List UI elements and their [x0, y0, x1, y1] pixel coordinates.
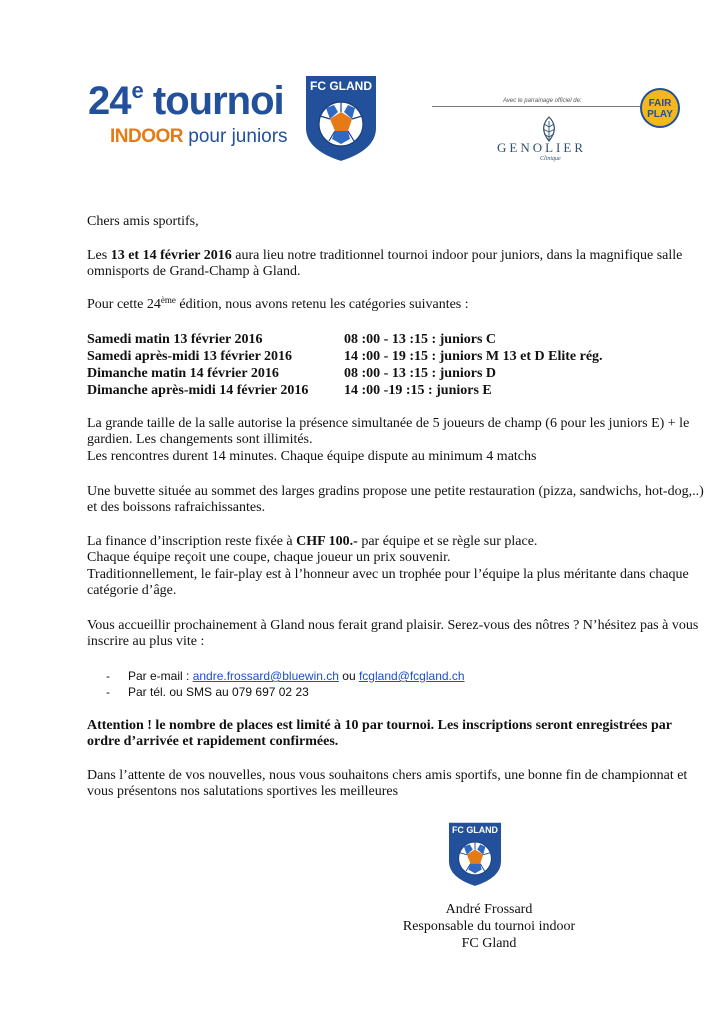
p5-after: par équipe et se règle sur place.	[357, 534, 538, 549]
edition-suffix: e	[131, 78, 143, 103]
email-or: ou	[338, 669, 359, 683]
sponsor-divider	[432, 106, 654, 107]
p5-before: La finance d’inscription reste fixée à	[87, 534, 297, 549]
paragraph-categories-intro	[87, 297, 707, 313]
p2-after: édition, nous avons retenu les catégories suivantes :	[175, 297, 469, 312]
schedule-day: Dimanche matin 14 février 2016	[87, 366, 279, 381]
paragraph-fee	[87, 534, 707, 550]
greeting: Chers amis sportifs,	[87, 214, 199, 229]
signature-club: FC Gland	[461, 936, 517, 951]
fc-gland-crest-logo	[446, 818, 504, 890]
paragraph-match-duration: Les rencontres durent 14 minutes. Chaque équipe dispute au minimum 4 matchs	[87, 449, 537, 464]
schedule-day: Samedi après-midi 13 février 2016	[87, 349, 293, 364]
tournament-title	[88, 70, 303, 160]
paragraph-rules: La grande taille de la salle autorise la présence simultanée de 5 joueurs de champ (6 pour les juniors E) + le gardien. Les changements sont illimités.	[87, 416, 690, 447]
crest-text: FC GLAND	[310, 79, 372, 93]
schedule-time: 14 :00 - 19 :15 : juniors M 13 et D Elite rég.	[344, 349, 603, 364]
email-prefix: Par e-mail :	[128, 669, 193, 683]
fc-gland-crest-logo	[302, 72, 380, 164]
bullet-dash: -	[106, 669, 110, 683]
schedule-time: 14 :00 -19 :15 : juniors E	[344, 383, 492, 398]
paragraph-invitation: Vous accueillir prochainement à Gland nous ferait grand plaisir. Serez-vous des nôtres ? N’hésitez pas à vous inscrire au plus vite :	[87, 618, 699, 649]
contact-email-text	[128, 669, 465, 683]
contact-phone-text: Par tél. ou SMS au 079 697 02 23	[128, 685, 309, 699]
sponsor-intro: Avec le parrainage officiel de:	[500, 98, 585, 104]
p1-before: Les	[87, 248, 111, 263]
fairplay-logo	[640, 88, 680, 128]
leaf-icon	[535, 115, 563, 143]
fee-price: CHF 100.-	[296, 534, 358, 549]
schedule-day: Samedi matin 13 février 2016	[87, 332, 263, 347]
sponsor-sub: Clinique	[540, 156, 561, 162]
signature-name: André Frossard	[445, 902, 533, 917]
closing-paragraph: Dans l’attente de vos nouvelles, nous vous souhaitons chers amis sportifs, une bonne fin de championnat et vous présentons nos salutations sportives les meilleures	[87, 768, 688, 799]
p2-sup: ème	[160, 295, 176, 305]
title-subtitle: pour juniors	[188, 126, 288, 147]
schedule-day: Dimanche après-midi 14 février 2016	[87, 383, 309, 398]
title-line-2	[110, 126, 288, 148]
sponsor-name: GENOLIER	[497, 140, 586, 155]
paragraph-fairplay: Traditionnellement, le fair-play est à l’honneur avec un trophée pour l’équipe la plus méritante dans chaque catégorie d’âge.	[87, 567, 689, 598]
crest-text: FC GLAND	[451, 825, 499, 836]
edition-number: 24	[88, 79, 131, 123]
signature-role: Responsable du tournoi indoor	[402, 919, 576, 934]
title-line-1	[88, 78, 284, 124]
bullet-dash: -	[106, 685, 110, 699]
indoor-word: INDOOR	[110, 126, 183, 147]
fairplay-line-1: FAIR	[648, 98, 672, 109]
paragraph-prizes: Chaque équipe reçoit une coupe, chaque joueur un prix souvenir.	[87, 550, 451, 565]
p1-after: aura lieu notre traditionnel tournoi indoor pour juniors, dans la magnifique salle omnisports de Grand-Champ à Gland.	[87, 248, 683, 279]
p2-before: Pour cette 24	[87, 297, 161, 312]
p1-dates: 13 et 14 février 2016	[110, 248, 232, 263]
paragraph-buvette: Une buvette située au sommet des larges gradins propose une petite restauration (pizza, sandwichs, hot-dog,..) et des boissons rafraichissantes.	[87, 484, 704, 515]
email-link-frossard[interactable]: andre.frossard@bluewin.ch	[192, 669, 339, 683]
paragraph-dates	[87, 248, 707, 280]
fairplay-line-2: PLAY	[647, 109, 673, 120]
email-link-fcgland[interactable]: fcgland@fcgland.ch	[358, 669, 465, 683]
title-word: tournoi	[152, 79, 284, 123]
schedule-time: 08 :00 - 13 :15 : juniors D	[344, 366, 497, 381]
attention-notice: Attention ! le nombre de places est limité à 10 par tournoi. Les inscriptions seront enregistrées par ordre d’arrivée et rapidement confirmées.	[87, 718, 672, 749]
schedule-time: 08 :00 - 13 :15 : juniors C	[344, 332, 497, 347]
